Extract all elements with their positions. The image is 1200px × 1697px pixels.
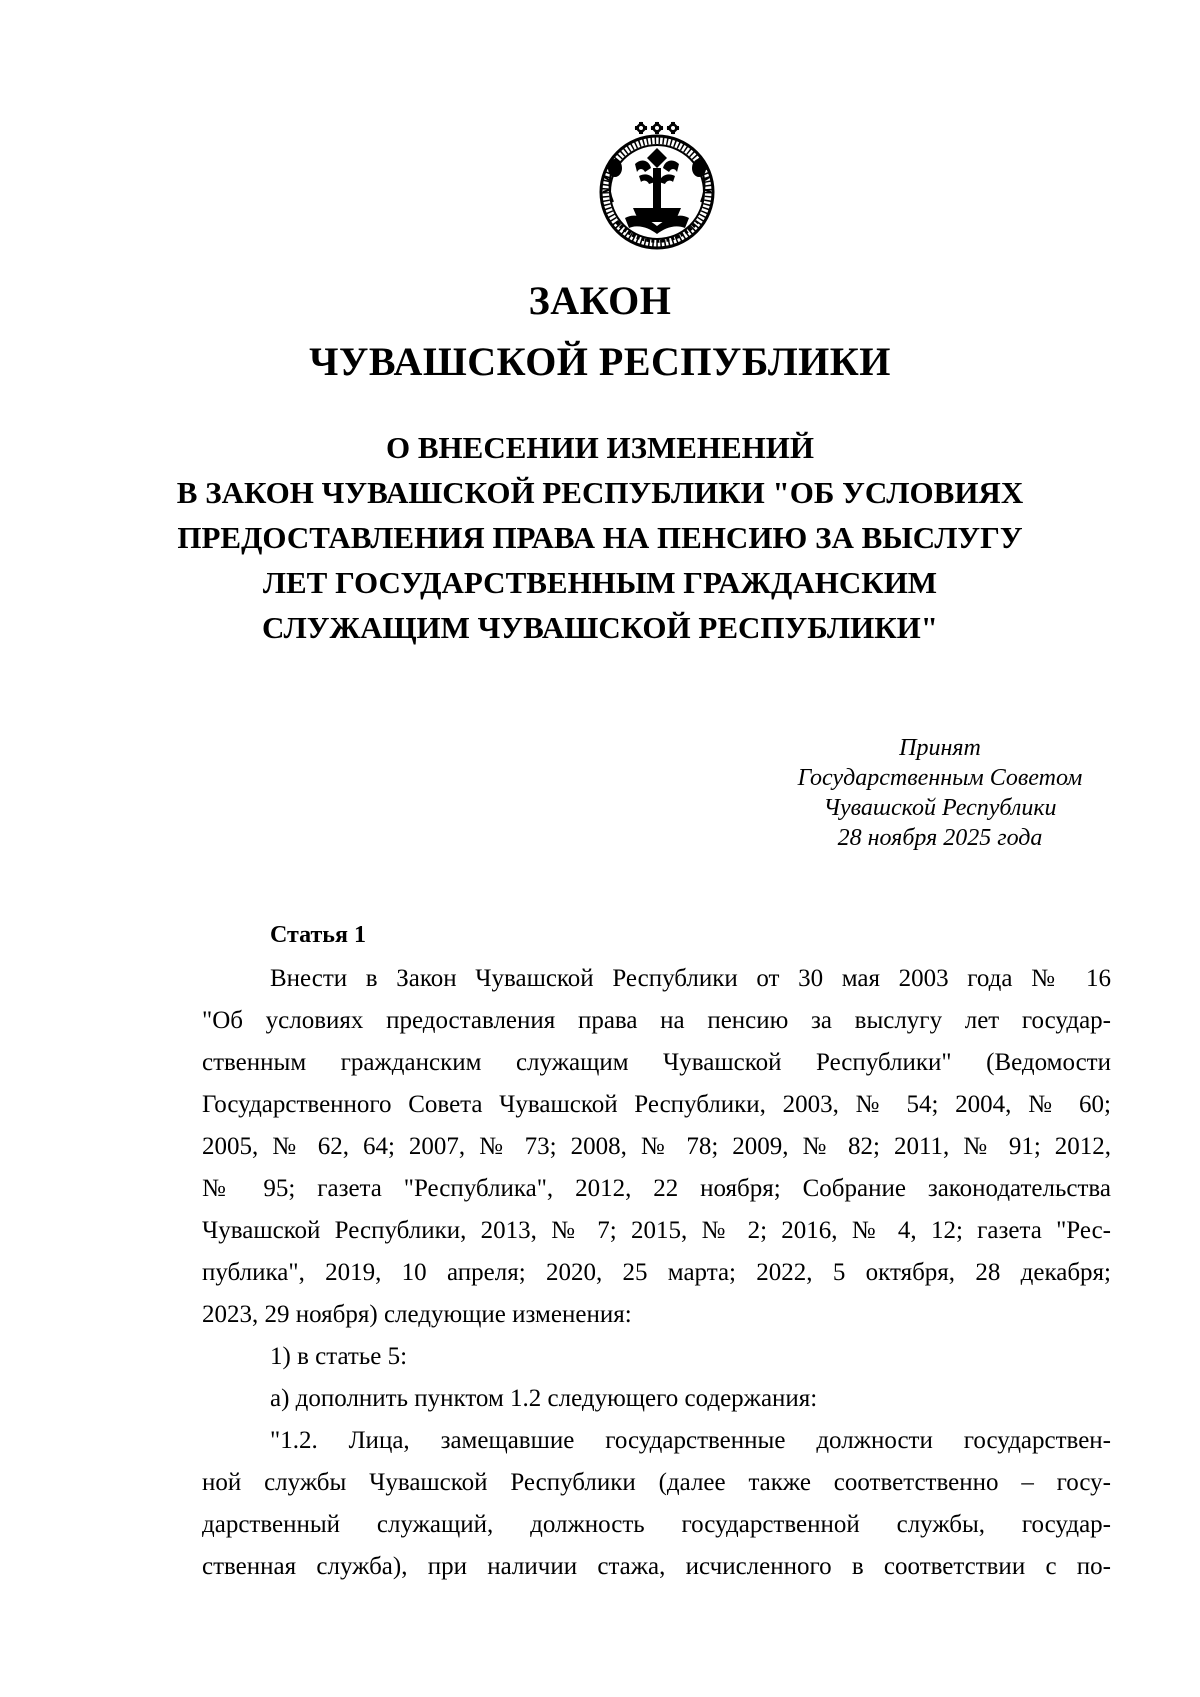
adoption-note-line: Государственным Советом xyxy=(797,765,1083,791)
body-line: дарственный служащий, должность государственной службы, государ- xyxy=(202,1511,1111,1538)
emblem-stars xyxy=(635,122,680,135)
adoption-note-line: 28 ноября 2025 года xyxy=(837,825,1043,851)
article-heading: Статья 1 xyxy=(270,922,366,948)
subject-line: В ЗАКОН ЧУВАШСКОЙ РЕСПУБЛИКИ "ОБ УСЛОВИЯХ xyxy=(176,475,1024,510)
body-line: публика", 2019, 10 апреля; 2020, 25 марта; 2022, 5 октября, 28 декабря; xyxy=(202,1259,1111,1286)
body-line: Чувашской Республики, 2013, № 7; 2015, № 2; 2016, № 4, 12; газета "Рес- xyxy=(202,1217,1111,1244)
adoption-note-line: Принят xyxy=(899,735,981,761)
body-line: Государственного Совета Чувашской Республики, 2003, № 54; 2004, № 60; xyxy=(202,1091,1111,1118)
coat-of-arms-emblem xyxy=(595,118,719,252)
body-line: "1.2. Лица, замещавшие государственные должности государствен- xyxy=(270,1427,1111,1454)
subject-line: СЛУЖАЩИМ ЧУВАШСКОЙ РЕСПУБЛИКИ" xyxy=(262,610,938,645)
body-line: 2005, № 62, 64; 2007, № 73; 2008, № 78; 2009, № 82; 2011, № 91; 2012, xyxy=(202,1133,1111,1160)
body-line: ственным гражданским служащим Чувашской Республики" (Ведомости xyxy=(202,1049,1111,1076)
law-title-line-1: ЗАКОН xyxy=(528,278,672,323)
body-line: ственная служба), при наличии стажа, исчисленного в соответствии с по- xyxy=(202,1553,1111,1580)
adoption-note xyxy=(790,733,1090,853)
body-line: 2023, 29 ноября) следующие изменения: xyxy=(202,1301,632,1328)
body-line: "Об условиях предоставления права на пенсию за выслугу лет государ- xyxy=(202,1007,1111,1034)
emblem-tree-symbol xyxy=(625,148,689,234)
adoption-note-line: Чувашской Республики xyxy=(823,795,1057,821)
subject-line: ПРЕДОСТАВЛЕНИЯ ПРАВА НА ПЕНСИЮ ЗА ВЫСЛУГУ xyxy=(177,520,1023,555)
body-line: 1) в статье 5: xyxy=(270,1343,408,1370)
body-line: а) дополнить пунктом 1.2 следующего содержания: xyxy=(270,1385,818,1412)
law-title-line-2: ЧУВАШСКОЙ РЕСПУБЛИКИ xyxy=(309,339,891,384)
subject-line: О ВНЕСЕНИИ ИЗМЕНЕНИЙ xyxy=(385,430,815,465)
law-subject xyxy=(0,425,1200,650)
body-line: № 95; газета "Республика", 2012, 22 ноября; Собрание законодательства xyxy=(202,1175,1111,1202)
subject-line: ЛЕТ ГОСУДАРСТВЕННЫМ ГРАЖДАНСКИМ xyxy=(262,565,938,600)
body-line: Внести в Закон Чувашской Республики от 30 мая 2003 года № 16 xyxy=(270,965,1111,992)
body-line: ной службы Чувашской Республики (далее также соответственно – госу- xyxy=(202,1469,1111,1496)
